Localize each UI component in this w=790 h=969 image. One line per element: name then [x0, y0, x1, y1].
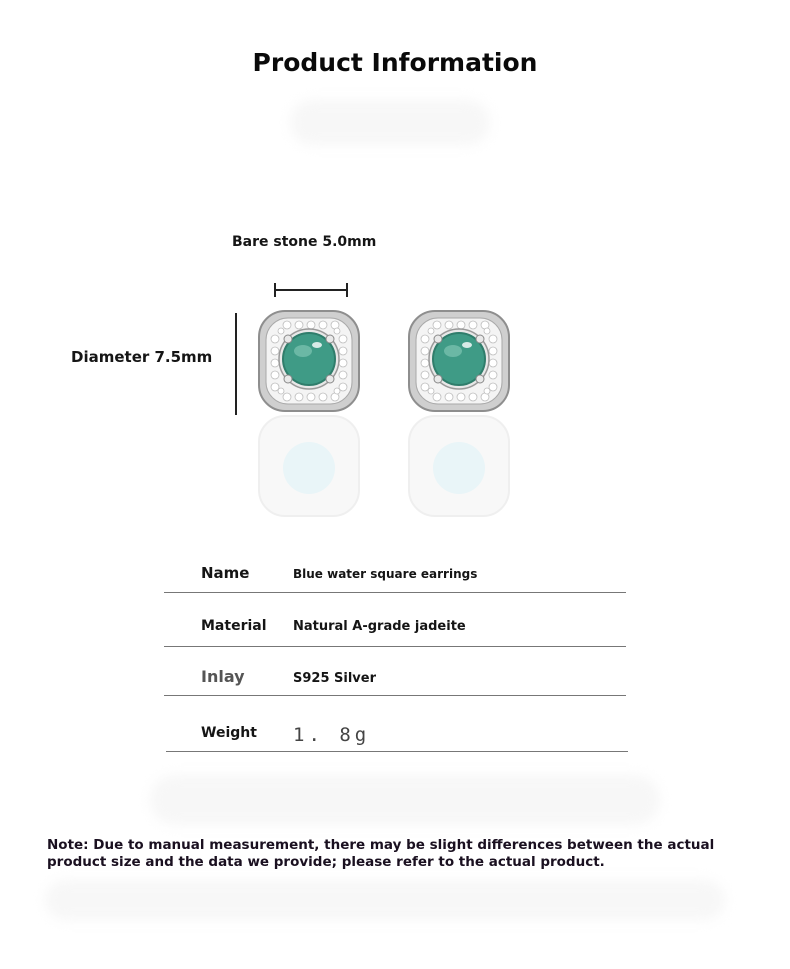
divider — [164, 695, 626, 696]
spec-value: 1. 8g — [293, 724, 371, 746]
spec-value: Blue water square earrings — [293, 567, 478, 581]
earring-left-reflection — [257, 414, 361, 518]
diameter-ruler — [235, 313, 237, 415]
earring-right-reflection — [407, 414, 511, 518]
disclaimer-note: Note: Due to manual measurement, there may be slight differences between the actual product size and the data we provide; please refer to the actual product. — [47, 837, 715, 870]
background-blur — [290, 100, 490, 145]
earring-right-image — [407, 309, 511, 413]
spec-label: Inlay — [201, 667, 245, 686]
bare-stone-label: Bare stone 5.0mm — [232, 234, 377, 250]
spec-value: Natural A-grade jadeite — [293, 619, 466, 634]
spec-row-name — [164, 560, 626, 612]
spec-row-inlay — [164, 665, 626, 717]
spec-label: Weight — [201, 725, 257, 741]
page-title: Product Information — [252, 48, 538, 77]
spec-label: Material — [201, 618, 267, 634]
divider — [166, 751, 628, 752]
earring-left-image — [257, 309, 361, 413]
earring-icon — [407, 309, 511, 413]
spec-row-material — [164, 614, 626, 666]
background-blur — [150, 775, 660, 825]
spec-label: Name — [201, 564, 250, 582]
background-blur — [45, 880, 725, 920]
bare-stone-ruler — [274, 289, 348, 291]
divider — [164, 646, 626, 647]
earring-icon — [257, 309, 361, 413]
diameter-label: Diameter 7.5mm — [71, 348, 213, 366]
spec-row-weight — [164, 722, 626, 774]
spec-value: S925 Silver — [293, 671, 377, 686]
divider — [164, 592, 626, 593]
